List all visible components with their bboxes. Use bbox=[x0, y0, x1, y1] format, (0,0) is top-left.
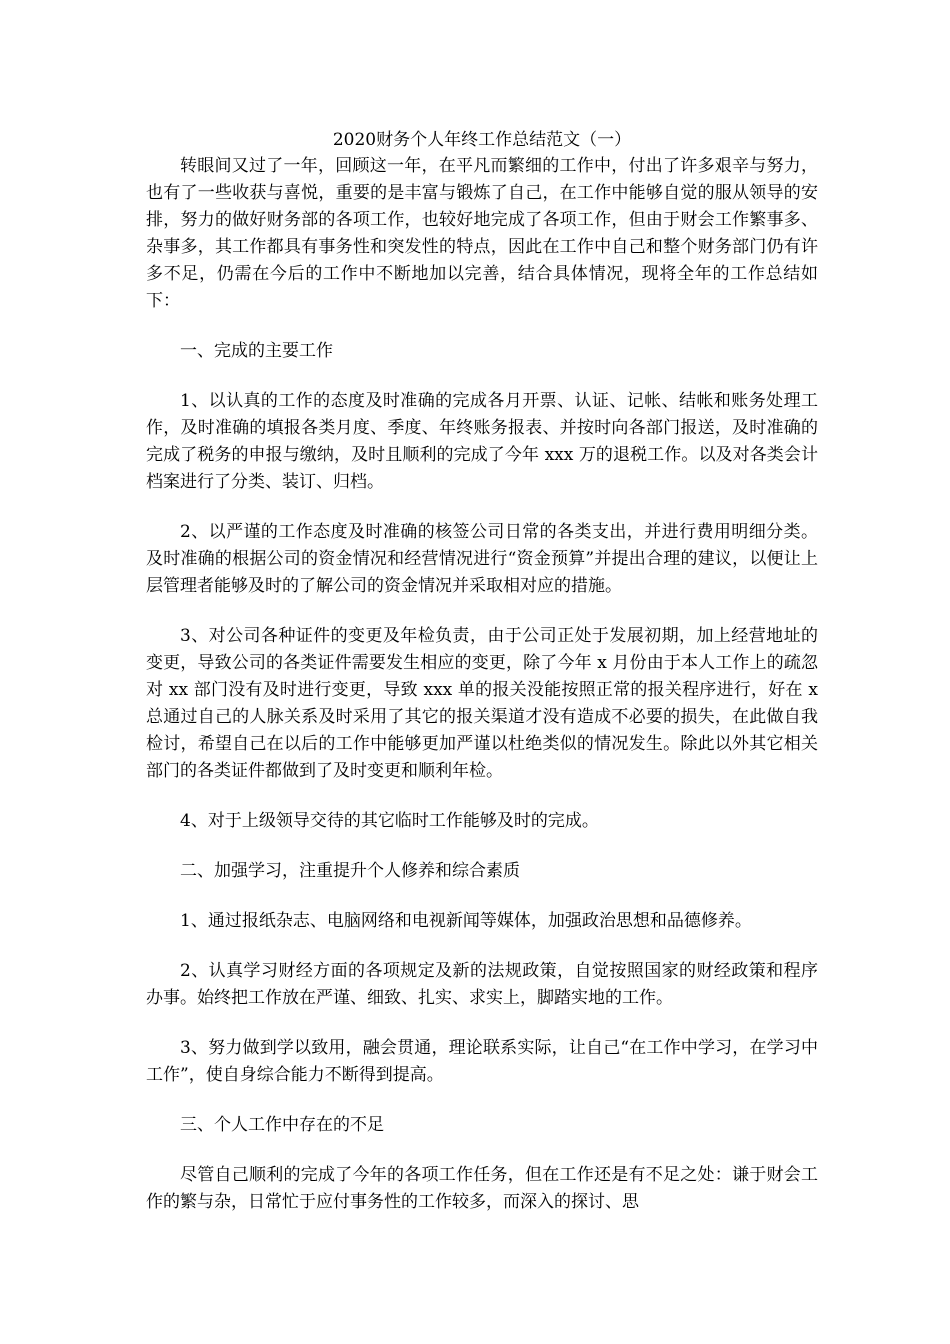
learning-item-3: 3、努力做到学以致用，融会贯通，理论联系实际，让自己“在工作中学习，在学习中工作”，使自身综合能力不断得到提高。 bbox=[146, 1038, 818, 1085]
intro-paragraph: 转眼间又过了一年，回顾这一年，在平凡而繁细的工作中，付出了许多艰辛与努力，也有了一些收获与喜悦，重要的是丰富与锻炼了自己，在工作中能够自觉的服从领导的安排，努力的做好财务部的各项工作，也较好地完成了各项工作，但由于财会工作繁事多、杂事多，其工作都具有事务性和突发性的特点，因此在工作中自己和整个财务部门仍有许多不足，仍需在今后的工作中不断地加以完善，结合具体情况，现将全年的工作总结如下： bbox=[146, 156, 818, 311]
shortcomings-paragraph: 尽管自己顺利的完成了今年的各项工作任务，但在工作还是有不足之处：谦于财会工作的繁与杂，日常忙于应付事务性的工作较多，而深入的探讨、思 bbox=[146, 1165, 818, 1212]
document-title: 2020财务个人年终工作总结范文（一） bbox=[332, 130, 632, 150]
section-heading-learning: 二、加强学习，注重提升个人修养和综合素质 bbox=[180, 861, 520, 881]
learning-item-1: 1、通过报纸杂志、电脑网络和电视新闻等媒体，加强政治思想和品德修养。 bbox=[180, 911, 752, 931]
main-work-item-2: 2、以严谨的工作态度及时准确的核签公司日常的各类支出，并进行费用明细分类。及时准确的根据公司的资金情况和经营情况进行“资金预算”并提出合理的建议，以便让上层管理者能够及时的了解公司的资金情况并采取相对应的措施。 bbox=[146, 522, 818, 596]
main-work-item-4: 4、对于上级领导交待的其它临时工作能够及时的完成。 bbox=[180, 811, 599, 831]
section-heading-main-work: 一、完成的主要工作 bbox=[180, 341, 333, 361]
main-work-item-1: 1、以认真的工作的态度及时准确的完成各月开票、认证、记帐、结帐和账务处理工作，及时准确的填报各类月度、季度、年终账务报表、并按时向各部门报送，及时准确的完成了税务的申报与缴纳，及时且顺利的完成了今年 xxx 万的退税工作。以及对各类会计档案进行了分类、装订、归档。 bbox=[146, 391, 818, 492]
document-body bbox=[146, 128, 818, 1216]
section-heading-shortcomings: 三、个人工作中存在的不足 bbox=[180, 1115, 384, 1135]
main-work-item-3: 3、对公司各种证件的变更及年检负责，由于公司正处于发展初期，加上经营地址的变更，导致公司的各类证件需要发生相应的变更，除了今年 x 月份由于本人工作上的疏忽对 xx 部门没有及时进行变更，导致 xxx 单的报关没能按照正常的报关程序进行，好在 x 总通过自己的人脉关系及时采用了其它的报关渠道才没有造成不必要的损失，在此做自我检讨，希望自己在以后的工作中能够更加严谨以杜绝类似的情况发生。除此以外其它相关部门的各类证件都做到了及时变更和顺利年检。 bbox=[146, 626, 818, 781]
learning-item-2: 2、认真学习财经方面的各项规定及新的法规政策，自觉按照国家的财经政策和程序办事。始终把工作放在严谨、细致、扎实、求实上，脚踏实地的工作。 bbox=[146, 961, 818, 1008]
